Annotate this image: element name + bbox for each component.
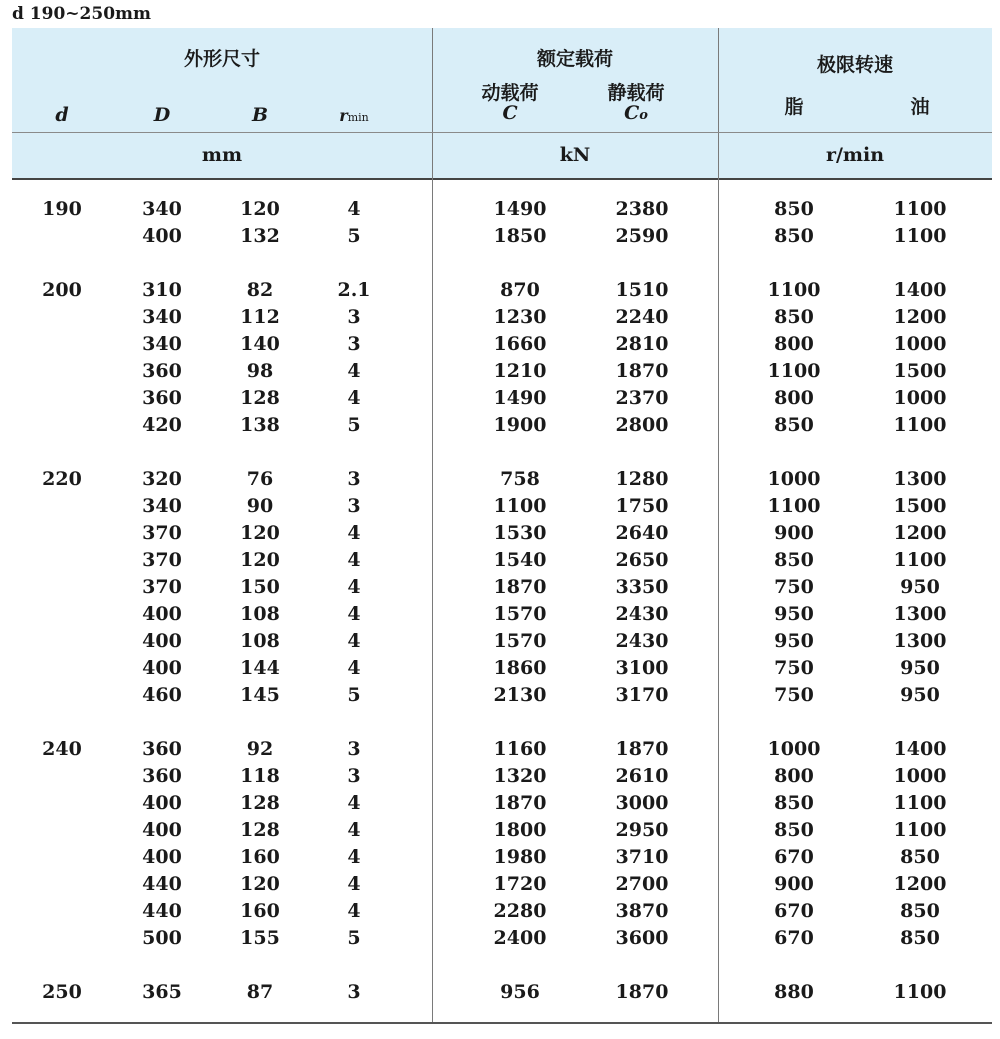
table-cell: 310 (142, 279, 182, 301)
col-static-symbol: C (624, 102, 640, 124)
table-cell: 112 (240, 306, 280, 328)
cell-bore-d (30, 871, 94, 898)
table-row (12, 385, 992, 412)
table-cell: 670 (774, 900, 814, 922)
table-cell: 850 (774, 549, 814, 571)
table-row (12, 628, 992, 655)
table-cell: 3 (347, 306, 361, 328)
table-row (12, 844, 992, 871)
table-cell: 850 (774, 792, 814, 814)
table-cell: 1800 (493, 819, 547, 841)
table-cell: 1850 (493, 225, 547, 247)
table-cell: 850 (774, 306, 814, 328)
table-row (12, 196, 992, 223)
table-cell: 1980 (493, 846, 547, 868)
cell-bore-d (30, 898, 94, 925)
table-cell: 320 (142, 468, 182, 490)
table-cell: 82 (246, 279, 274, 301)
table-cell: 1540 (493, 549, 547, 571)
table-cell: 128 (240, 819, 280, 841)
col-static-load-symbol (596, 102, 676, 124)
table-cell: 1100 (893, 198, 947, 220)
table-cell: 1100 (893, 414, 947, 436)
table-cell: 1000 (893, 387, 947, 409)
table-cell: 1210 (493, 360, 547, 382)
table-cell: 4 (347, 846, 361, 868)
table-caption: d 190~250mm (12, 4, 151, 24)
table-row (12, 925, 992, 952)
table-row (12, 520, 992, 547)
table-cell: 750 (774, 576, 814, 598)
group-dims-label: 外形尺寸 (183, 48, 260, 70)
table-cell: 1870 (615, 738, 669, 760)
table-cell: 400 (142, 657, 182, 679)
table-cell: 850 (900, 927, 940, 949)
table-cell: 1200 (893, 522, 947, 544)
table-cell: 3 (347, 333, 361, 355)
table-row (12, 223, 992, 250)
col-dynamic-load-symbol: C (502, 102, 518, 124)
cell-bore-d (30, 412, 94, 439)
cell-bore-d (30, 358, 94, 385)
table-cell: 1100 (767, 279, 821, 301)
cell-bore-d (30, 547, 94, 574)
table-cell: 3600 (615, 927, 669, 949)
table-cell: 1570 (493, 603, 547, 625)
table-cell: 3870 (615, 900, 669, 922)
table-cell: 800 (774, 765, 814, 787)
table-cell: 670 (774, 846, 814, 868)
table-cell: 132 (240, 225, 280, 247)
table-cell: 140 (240, 333, 280, 355)
table-cell: 870 (500, 279, 540, 301)
table-cell: 2640 (615, 522, 669, 544)
table-row (12, 493, 992, 520)
table-cell: 340 (142, 198, 182, 220)
table-cell: 120 (240, 198, 280, 220)
table-cell: 420 (142, 414, 182, 436)
unit-load: kN (559, 144, 591, 166)
table-cell: 4 (347, 657, 361, 679)
table-cell: 1000 (767, 738, 821, 760)
col-static-subscript: o (639, 108, 648, 123)
table-cell: 3000 (615, 792, 669, 814)
table-cell: 1200 (893, 306, 947, 328)
table-cell: 850 (774, 819, 814, 841)
unit-speed: r/min (825, 144, 885, 166)
table-cell: 1400 (893, 738, 947, 760)
col-r-symbol: r (339, 106, 348, 125)
group-load-label: 额定载荷 (536, 48, 613, 70)
table-row (12, 763, 992, 790)
table-cell: 1750 (615, 495, 669, 517)
col-static-load-label: 静载荷 (607, 82, 665, 104)
table-cell: 98 (246, 360, 274, 382)
cell-bore-d (30, 763, 94, 790)
table-cell: 1000 (893, 333, 947, 355)
table-row (12, 277, 992, 304)
table-cell: 2130 (493, 684, 547, 706)
table-row (12, 601, 992, 628)
table-cell: 1510 (615, 279, 669, 301)
table-cell: 950 (900, 576, 940, 598)
col-r-label (324, 106, 384, 125)
cell-bore-d (30, 790, 94, 817)
table-cell: 950 (900, 684, 940, 706)
table-row (12, 682, 992, 709)
table-row (12, 736, 992, 763)
cell-bore-d (30, 493, 94, 520)
table-cell: 2430 (615, 630, 669, 652)
table-cell: 76 (246, 468, 274, 490)
table-cell: 1870 (493, 792, 547, 814)
table-row (12, 331, 992, 358)
table-cell: 2650 (615, 549, 669, 571)
table-cell: 145 (240, 684, 280, 706)
col-grease-label: 脂 (784, 96, 804, 118)
table-cell: 4 (347, 360, 361, 382)
table-cell: 2240 (615, 306, 669, 328)
col-dynamic-load-label: 动载荷 (481, 82, 539, 104)
cell-bore-d (30, 385, 94, 412)
table-cell: 1720 (493, 873, 547, 895)
table-cell: 400 (142, 630, 182, 652)
table-cell: 850 (774, 225, 814, 247)
cell-bore-d: 200 (42, 279, 82, 301)
table-cell: 120 (240, 522, 280, 544)
table-cell: 2400 (493, 927, 547, 949)
table-cell: 1490 (493, 387, 547, 409)
table-cell: 400 (142, 792, 182, 814)
table-cell: 1500 (893, 360, 947, 382)
table-cell: 360 (142, 738, 182, 760)
table-cell: 2950 (615, 819, 669, 841)
cell-bore-d (30, 601, 94, 628)
table-cell: 900 (774, 873, 814, 895)
table-cell: 1100 (767, 360, 821, 382)
table-cell: 340 (142, 495, 182, 517)
table-cell: 1660 (493, 333, 547, 355)
table-cell: 5 (347, 225, 361, 247)
table-cell: 150 (240, 576, 280, 598)
table-cell: 138 (240, 414, 280, 436)
cell-bore-d (30, 574, 94, 601)
table-cell: 370 (142, 522, 182, 544)
table-cell: 880 (774, 981, 814, 1003)
table-cell: 120 (240, 549, 280, 571)
table-cell: 90 (246, 495, 274, 517)
table-cell: 2810 (615, 333, 669, 355)
table-cell: 400 (142, 225, 182, 247)
table-cell: 1200 (893, 873, 947, 895)
table-cell: 850 (774, 414, 814, 436)
cell-bore-d (30, 844, 94, 871)
table-cell: 850 (900, 900, 940, 922)
table-cell: 2280 (493, 900, 547, 922)
table-row (12, 358, 992, 385)
table-cell: 5 (347, 684, 361, 706)
table-cell: 1100 (893, 225, 947, 247)
cell-bore-d (30, 304, 94, 331)
table-cell: 800 (774, 333, 814, 355)
table-row (12, 817, 992, 844)
table-cell: 400 (142, 819, 182, 841)
table-cell: 750 (774, 657, 814, 679)
table-cell: 370 (142, 576, 182, 598)
table-cell: 1280 (615, 468, 669, 490)
unit-dims: mm (201, 144, 243, 166)
table-cell: 370 (142, 549, 182, 571)
table-row (12, 655, 992, 682)
cell-bore-d (30, 817, 94, 844)
table-cell: 144 (240, 657, 280, 679)
table-cell: 1900 (493, 414, 547, 436)
table-cell: 1530 (493, 522, 547, 544)
table-cell: 87 (246, 981, 274, 1003)
table-cell: 3710 (615, 846, 669, 868)
table-cell: 3 (347, 981, 361, 1003)
table-body (12, 178, 992, 1022)
table-cell: 1490 (493, 198, 547, 220)
table-cell: 1870 (615, 981, 669, 1003)
table-row (12, 979, 992, 1006)
table-cell: 108 (240, 603, 280, 625)
table-cell: 956 (500, 981, 540, 1003)
table-cell: 1300 (893, 468, 947, 490)
table-cell: 2370 (615, 387, 669, 409)
table-cell: 1100 (893, 792, 947, 814)
group-speed-label: 极限转速 (816, 54, 893, 76)
table-cell: 2430 (615, 603, 669, 625)
table-cell: 850 (900, 846, 940, 868)
table-cell: 5 (347, 414, 361, 436)
cell-bore-d (30, 682, 94, 709)
table-cell: 5 (347, 927, 361, 949)
header-unit-divider (12, 132, 992, 133)
table-cell: 340 (142, 333, 182, 355)
table-cell: 900 (774, 522, 814, 544)
table-row (12, 790, 992, 817)
table-cell: 3 (347, 468, 361, 490)
table-cell: 1230 (493, 306, 547, 328)
table-cell: 4 (347, 198, 361, 220)
table-cell: 950 (774, 630, 814, 652)
table-row (12, 466, 992, 493)
table-cell: 2800 (615, 414, 669, 436)
table-cell: 1100 (767, 495, 821, 517)
table-cell: 950 (774, 603, 814, 625)
cell-bore-d (30, 655, 94, 682)
table-cell: 1100 (493, 495, 547, 517)
table-cell: 360 (142, 387, 182, 409)
cell-bore-d (30, 628, 94, 655)
table-cell: 1500 (893, 495, 947, 517)
table-cell: 750 (774, 684, 814, 706)
table-bottom-rule (12, 1022, 992, 1024)
table-cell: 440 (142, 873, 182, 895)
table-cell: 2380 (615, 198, 669, 220)
col-d-label: d (55, 104, 69, 126)
table-cell: 1160 (493, 738, 547, 760)
table-cell: 4 (347, 603, 361, 625)
table-row (12, 574, 992, 601)
table-cell: 400 (142, 846, 182, 868)
cell-bore-d: 250 (42, 981, 82, 1003)
table-cell: 1860 (493, 657, 547, 679)
table-cell: 4 (347, 630, 361, 652)
table-cell: 120 (240, 873, 280, 895)
bearing-table (12, 28, 992, 1022)
col-r-subscript: min (347, 111, 369, 124)
table-row (12, 547, 992, 574)
cell-bore-d: 190 (42, 198, 82, 220)
table-cell: 800 (774, 387, 814, 409)
col-B-label: B (251, 104, 269, 126)
table-cell: 108 (240, 630, 280, 652)
table-cell: 3350 (615, 576, 669, 598)
table-cell: 360 (142, 765, 182, 787)
table-cell: 400 (142, 603, 182, 625)
table-cell: 3100 (615, 657, 669, 679)
table-cell: 3 (347, 738, 361, 760)
table-cell: 500 (142, 927, 182, 949)
table-row (12, 898, 992, 925)
table-cell: 4 (347, 900, 361, 922)
table-cell: 4 (347, 873, 361, 895)
table-row (12, 412, 992, 439)
table-cell: 360 (142, 360, 182, 382)
table-header (12, 28, 992, 178)
table-cell: 670 (774, 927, 814, 949)
cell-bore-d (30, 925, 94, 952)
table-cell: 92 (246, 738, 274, 760)
table-cell: 340 (142, 306, 182, 328)
col-oil-label: 油 (910, 96, 930, 118)
table-cell: 1300 (893, 630, 947, 652)
table-cell: 155 (240, 927, 280, 949)
table-cell: 160 (240, 846, 280, 868)
table-cell: 850 (774, 198, 814, 220)
table-cell: 118 (240, 765, 280, 787)
table-cell: 128 (240, 387, 280, 409)
table-cell: 1000 (893, 765, 947, 787)
table-cell: 4 (347, 792, 361, 814)
table-row (12, 304, 992, 331)
table-cell: 1100 (893, 549, 947, 571)
table-cell: 1400 (893, 279, 947, 301)
table-cell: 2610 (615, 765, 669, 787)
cell-bore-d: 220 (42, 468, 82, 490)
table-cell: 1100 (893, 819, 947, 841)
table-cell: 4 (347, 549, 361, 571)
table-cell: 440 (142, 900, 182, 922)
table-cell: 460 (142, 684, 182, 706)
table-cell: 365 (142, 981, 182, 1003)
table-cell: 3 (347, 495, 361, 517)
table-cell: 4 (347, 576, 361, 598)
table-cell: 950 (900, 657, 940, 679)
table-cell: 4 (347, 387, 361, 409)
table-cell: 3 (347, 765, 361, 787)
table-cell: 1870 (493, 576, 547, 598)
cell-bore-d (30, 223, 94, 250)
table-cell: 1100 (893, 981, 947, 1003)
table-cell: 1300 (893, 603, 947, 625)
table-cell: 2700 (615, 873, 669, 895)
table-cell: 4 (347, 522, 361, 544)
table-cell: 1570 (493, 630, 547, 652)
table-cell: 2.1 (337, 279, 371, 301)
table-cell: 2590 (615, 225, 669, 247)
table-cell: 1000 (767, 468, 821, 490)
cell-bore-d (30, 331, 94, 358)
table-cell: 4 (347, 819, 361, 841)
cell-bore-d (30, 520, 94, 547)
table-cell: 758 (500, 468, 540, 490)
table-cell: 128 (240, 792, 280, 814)
cell-bore-d: 240 (42, 738, 82, 760)
col-D-label: D (153, 104, 171, 126)
table-cell: 3170 (615, 684, 669, 706)
table-cell: 160 (240, 900, 280, 922)
table-cell: 1320 (493, 765, 547, 787)
table-row (12, 871, 992, 898)
table-cell: 1870 (615, 360, 669, 382)
